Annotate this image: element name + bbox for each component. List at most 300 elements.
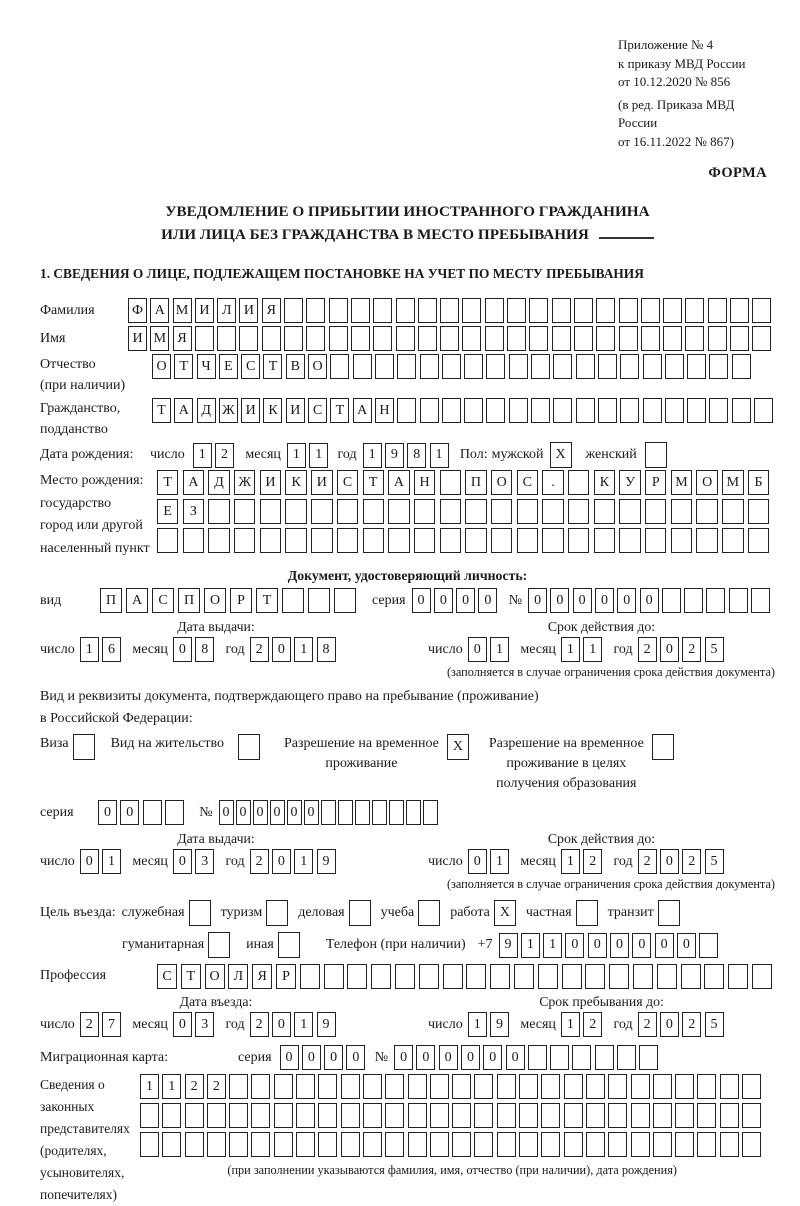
char-cell[interactable]: [321, 800, 336, 825]
char-cell[interactable]: 1: [162, 1074, 181, 1099]
char-cell[interactable]: [389, 800, 404, 825]
char-cell[interactable]: [372, 800, 387, 825]
char-cell[interactable]: [519, 1074, 538, 1099]
char-cell[interactable]: [351, 298, 370, 323]
char-cell[interactable]: [385, 1103, 404, 1128]
char-cell[interactable]: .: [542, 470, 563, 495]
stay-month-cells[interactable]: [561, 1012, 606, 1037]
birth-place-row1-cells[interactable]: [157, 470, 774, 495]
char-cell[interactable]: [491, 499, 512, 524]
char-cell[interactable]: [486, 398, 505, 423]
char-cell[interactable]: [541, 1103, 560, 1128]
char-cell[interactable]: [684, 588, 703, 613]
surname-cells[interactable]: [128, 298, 775, 323]
char-cell[interactable]: 0: [640, 588, 659, 613]
char-cell[interactable]: [675, 1132, 694, 1157]
char-cell[interactable]: [697, 1132, 716, 1157]
char-cell[interactable]: Ж: [234, 470, 255, 495]
char-cell[interactable]: [234, 528, 255, 553]
char-cell[interactable]: 0: [550, 588, 569, 613]
char-cell[interactable]: [274, 1074, 293, 1099]
char-cell[interactable]: [643, 354, 662, 379]
char-cell[interactable]: [608, 1103, 627, 1128]
char-cell[interactable]: [185, 1132, 204, 1157]
char-cell[interactable]: 0: [588, 933, 607, 958]
char-cell[interactable]: [318, 1132, 337, 1157]
phone-cells[interactable]: [499, 933, 722, 958]
char-cell[interactable]: 0: [173, 637, 192, 662]
char-cell[interactable]: [385, 1074, 404, 1099]
char-cell[interactable]: [462, 326, 481, 351]
char-cell[interactable]: 1: [561, 1012, 580, 1037]
citizenship-cells[interactable]: [152, 398, 776, 423]
char-cell[interactable]: [397, 354, 416, 379]
birth-place-row3-cells[interactable]: [157, 528, 774, 553]
char-cell[interactable]: [720, 1132, 739, 1157]
char-cell[interactable]: [519, 1132, 538, 1157]
char-cell[interactable]: [663, 298, 682, 323]
char-cell[interactable]: 0: [434, 588, 453, 613]
char-cell[interactable]: [514, 964, 534, 989]
char-cell[interactable]: К: [285, 470, 306, 495]
char-cell[interactable]: [306, 326, 325, 351]
char-cell[interactable]: 0: [478, 588, 497, 613]
char-cell[interactable]: 0: [173, 1012, 192, 1037]
char-cell[interactable]: [687, 398, 706, 423]
char-cell[interactable]: О: [204, 588, 226, 613]
char-cell[interactable]: 2: [250, 637, 269, 662]
char-cell[interactable]: 2: [207, 1074, 226, 1099]
char-cell[interactable]: О: [308, 354, 327, 379]
purpose-official-checkbox[interactable]: [189, 900, 211, 926]
char-cell[interactable]: [408, 1074, 427, 1099]
char-cell[interactable]: [572, 1045, 591, 1070]
char-cell[interactable]: [598, 398, 617, 423]
char-cell[interactable]: [373, 298, 392, 323]
entry-day-cells[interactable]: [80, 1012, 125, 1037]
purpose-humanitarian-checkbox[interactable]: [208, 932, 230, 958]
char-cell[interactable]: К: [594, 470, 615, 495]
char-cell[interactable]: [643, 398, 662, 423]
char-cell[interactable]: [497, 1074, 516, 1099]
char-cell[interactable]: И: [260, 470, 281, 495]
char-cell[interactable]: [697, 1103, 716, 1128]
issue-year-cells[interactable]: [250, 637, 339, 662]
purpose-tourism-checkbox[interactable]: [266, 900, 288, 926]
purpose-other-checkbox[interactable]: [278, 932, 300, 958]
char-cell[interactable]: [631, 1074, 650, 1099]
char-cell[interactable]: 2: [583, 1012, 602, 1037]
sex-male-checkbox[interactable]: [550, 442, 572, 468]
char-cell[interactable]: З: [183, 499, 204, 524]
char-cell[interactable]: [631, 1103, 650, 1128]
char-cell[interactable]: [355, 800, 370, 825]
char-cell[interactable]: [509, 398, 528, 423]
char-cell[interactable]: [274, 1132, 293, 1157]
purpose-transit-checkbox[interactable]: [658, 900, 680, 926]
char-cell[interactable]: [497, 1103, 516, 1128]
char-cell[interactable]: Р: [276, 964, 296, 989]
char-cell[interactable]: [552, 326, 571, 351]
char-cell[interactable]: [619, 499, 640, 524]
char-cell[interactable]: 1: [294, 1012, 313, 1037]
char-cell[interactable]: Я: [252, 964, 272, 989]
char-cell[interactable]: [363, 1103, 382, 1128]
char-cell[interactable]: [351, 326, 370, 351]
char-cell[interactable]: [608, 1132, 627, 1157]
char-cell[interactable]: Я: [262, 298, 281, 323]
char-cell[interactable]: А: [174, 398, 193, 423]
char-cell[interactable]: [282, 588, 304, 613]
char-cell[interactable]: Т: [263, 354, 282, 379]
char-cell[interactable]: 0: [120, 800, 139, 825]
char-cell[interactable]: [598, 354, 617, 379]
char-cell[interactable]: 7: [102, 1012, 121, 1037]
char-cell[interactable]: 1: [561, 637, 580, 662]
char-cell[interactable]: [742, 1074, 761, 1099]
char-cell[interactable]: 8: [407, 443, 426, 468]
char-cell[interactable]: [722, 499, 743, 524]
residence-number-cells[interactable]: [219, 800, 440, 825]
char-cell[interactable]: [418, 326, 437, 351]
entry-year-cells[interactable]: [250, 1012, 339, 1037]
char-cell[interactable]: Т: [157, 470, 178, 495]
doc-number-cells[interactable]: [528, 588, 773, 613]
char-cell[interactable]: С: [337, 470, 358, 495]
char-cell[interactable]: [538, 964, 558, 989]
char-cell[interactable]: [388, 528, 409, 553]
char-cell[interactable]: [363, 1132, 382, 1157]
char-cell[interactable]: [229, 1074, 248, 1099]
char-cell[interactable]: [396, 298, 415, 323]
char-cell[interactable]: 2: [250, 849, 269, 874]
char-cell[interactable]: [143, 800, 162, 825]
char-cell[interactable]: [528, 1045, 547, 1070]
char-cell[interactable]: 1: [430, 443, 449, 468]
char-cell[interactable]: 2: [638, 849, 657, 874]
doc-kind-cells[interactable]: [100, 588, 360, 613]
char-cell[interactable]: Т: [330, 398, 349, 423]
char-cell[interactable]: 2: [583, 849, 602, 874]
char-cell[interactable]: [653, 1103, 672, 1128]
given-name-cells[interactable]: [128, 326, 775, 351]
char-cell[interactable]: 0: [173, 849, 192, 874]
char-cell[interactable]: [550, 1045, 569, 1070]
char-cell[interactable]: [720, 1074, 739, 1099]
char-cell[interactable]: К: [263, 398, 282, 423]
stay-day-cells[interactable]: [468, 1012, 513, 1037]
char-cell[interactable]: 1: [521, 933, 540, 958]
representatives-row3-cells[interactable]: [140, 1132, 764, 1157]
char-cell[interactable]: А: [126, 588, 148, 613]
char-cell[interactable]: 0: [280, 1045, 299, 1070]
char-cell[interactable]: [266, 900, 288, 926]
char-cell[interactable]: А: [183, 470, 204, 495]
char-cell[interactable]: [645, 442, 667, 468]
representatives-row2-cells[interactable]: [140, 1103, 764, 1128]
char-cell[interactable]: И: [239, 298, 258, 323]
char-cell[interactable]: 0: [416, 1045, 435, 1070]
char-cell[interactable]: [665, 354, 684, 379]
profession-cells[interactable]: [157, 964, 776, 989]
char-cell[interactable]: 0: [272, 849, 291, 874]
char-cell[interactable]: 2: [682, 1012, 701, 1037]
char-cell[interactable]: Т: [152, 398, 171, 423]
char-cell[interactable]: О: [696, 470, 717, 495]
char-cell[interactable]: [162, 1103, 181, 1128]
char-cell[interactable]: [574, 298, 593, 323]
char-cell[interactable]: [452, 1074, 471, 1099]
char-cell[interactable]: [586, 1074, 605, 1099]
char-cell[interactable]: М: [150, 326, 169, 351]
char-cell[interactable]: [752, 298, 771, 323]
char-cell[interactable]: Л: [217, 298, 236, 323]
char-cell[interactable]: [742, 1132, 761, 1157]
char-cell[interactable]: 5: [705, 637, 724, 662]
char-cell[interactable]: [363, 528, 384, 553]
char-cell[interactable]: 0: [272, 637, 291, 662]
char-cell[interactable]: 0: [461, 1045, 480, 1070]
char-cell[interactable]: 8: [195, 637, 214, 662]
char-cell[interactable]: И: [195, 298, 214, 323]
residence-issue-day-cells[interactable]: [80, 849, 125, 874]
char-cell[interactable]: 1: [193, 443, 212, 468]
char-cell[interactable]: [442, 398, 461, 423]
char-cell[interactable]: [564, 1103, 583, 1128]
char-cell[interactable]: [440, 528, 461, 553]
char-cell[interactable]: X: [494, 900, 516, 926]
char-cell[interactable]: [620, 398, 639, 423]
char-cell[interactable]: [663, 326, 682, 351]
char-cell[interactable]: 0: [483, 1045, 502, 1070]
char-cell[interactable]: [375, 354, 394, 379]
char-cell[interactable]: С: [241, 354, 260, 379]
char-cell[interactable]: А: [150, 298, 169, 323]
char-cell[interactable]: [620, 354, 639, 379]
char-cell[interactable]: 2: [250, 1012, 269, 1037]
residence-issue-year-cells[interactable]: [250, 849, 339, 874]
char-cell[interactable]: [278, 932, 300, 958]
visa-checkbox[interactable]: [73, 734, 95, 760]
char-cell[interactable]: 1: [294, 637, 313, 662]
char-cell[interactable]: [373, 326, 392, 351]
char-cell[interactable]: 1: [294, 849, 313, 874]
sex-female-checkbox[interactable]: [645, 442, 667, 468]
char-cell[interactable]: Н: [375, 398, 394, 423]
doc-series-cells[interactable]: [412, 588, 501, 613]
char-cell[interactable]: 0: [219, 800, 234, 825]
char-cell[interactable]: 1: [140, 1074, 159, 1099]
char-cell[interactable]: [284, 326, 303, 351]
char-cell[interactable]: [324, 964, 344, 989]
char-cell[interactable]: [751, 588, 770, 613]
char-cell[interactable]: [553, 398, 572, 423]
char-cell[interactable]: [722, 528, 743, 553]
char-cell[interactable]: [329, 298, 348, 323]
char-cell[interactable]: [720, 1103, 739, 1128]
char-cell[interactable]: 0: [236, 800, 251, 825]
char-cell[interactable]: [308, 588, 330, 613]
char-cell[interactable]: И: [286, 398, 305, 423]
char-cell[interactable]: [341, 1132, 360, 1157]
char-cell[interactable]: Е: [219, 354, 238, 379]
char-cell[interactable]: 0: [660, 637, 679, 662]
issue-month-cells[interactable]: [173, 637, 218, 662]
char-cell[interactable]: [183, 528, 204, 553]
char-cell[interactable]: [296, 1132, 315, 1157]
char-cell[interactable]: [529, 326, 548, 351]
char-cell[interactable]: О: [205, 964, 225, 989]
char-cell[interactable]: [596, 326, 615, 351]
char-cell[interactable]: [748, 528, 769, 553]
char-cell[interactable]: 0: [98, 800, 117, 825]
char-cell[interactable]: Т: [363, 470, 384, 495]
char-cell[interactable]: [576, 354, 595, 379]
char-cell[interactable]: [704, 964, 724, 989]
char-cell[interactable]: [208, 932, 230, 958]
char-cell[interactable]: [619, 528, 640, 553]
char-cell[interactable]: [542, 499, 563, 524]
char-cell[interactable]: И: [128, 326, 147, 351]
char-cell[interactable]: И: [241, 398, 260, 423]
char-cell[interactable]: [709, 354, 728, 379]
char-cell[interactable]: Ж: [219, 398, 238, 423]
char-cell[interactable]: 0: [80, 849, 99, 874]
char-cell[interactable]: 1: [363, 443, 382, 468]
char-cell[interactable]: [311, 528, 332, 553]
char-cell[interactable]: С: [157, 964, 177, 989]
char-cell[interactable]: 0: [655, 933, 674, 958]
char-cell[interactable]: 0: [302, 1045, 321, 1070]
char-cell[interactable]: 2: [638, 637, 657, 662]
char-cell[interactable]: [430, 1074, 449, 1099]
char-cell[interactable]: [262, 326, 281, 351]
char-cell[interactable]: [285, 499, 306, 524]
char-cell[interactable]: X: [447, 734, 469, 760]
char-cell[interactable]: [330, 354, 349, 379]
char-cell[interactable]: 5: [705, 849, 724, 874]
char-cell[interactable]: [414, 528, 435, 553]
char-cell[interactable]: 0: [617, 588, 636, 613]
char-cell[interactable]: [497, 1132, 516, 1157]
char-cell[interactable]: [645, 528, 666, 553]
char-cell[interactable]: [452, 1103, 471, 1128]
char-cell[interactable]: [229, 1132, 248, 1157]
char-cell[interactable]: [596, 298, 615, 323]
char-cell[interactable]: Р: [230, 588, 252, 613]
char-cell[interactable]: [641, 298, 660, 323]
char-cell[interactable]: 0: [632, 933, 651, 958]
char-cell[interactable]: [329, 326, 348, 351]
char-cell[interactable]: [414, 499, 435, 524]
char-cell[interactable]: 0: [456, 588, 475, 613]
char-cell[interactable]: [464, 354, 483, 379]
char-cell[interactable]: 1: [80, 637, 99, 662]
char-cell[interactable]: [729, 588, 748, 613]
char-cell[interactable]: 1: [102, 849, 121, 874]
char-cell[interactable]: [519, 1103, 538, 1128]
stay-year-cells[interactable]: [638, 1012, 727, 1037]
char-cell[interactable]: 2: [682, 637, 701, 662]
char-cell[interactable]: [341, 1074, 360, 1099]
char-cell[interactable]: [311, 499, 332, 524]
char-cell[interactable]: [742, 1103, 761, 1128]
char-cell[interactable]: [594, 528, 615, 553]
char-cell[interactable]: [442, 354, 461, 379]
char-cell[interactable]: [708, 298, 727, 323]
char-cell[interactable]: [385, 1132, 404, 1157]
char-cell[interactable]: С: [517, 470, 538, 495]
char-cell[interactable]: М: [173, 298, 192, 323]
char-cell[interactable]: 0: [677, 933, 696, 958]
char-cell[interactable]: [234, 499, 255, 524]
char-cell[interactable]: 0: [394, 1045, 413, 1070]
char-cell[interactable]: [474, 1132, 493, 1157]
char-cell[interactable]: [541, 1132, 560, 1157]
char-cell[interactable]: [430, 1132, 449, 1157]
char-cell[interactable]: 0: [270, 800, 285, 825]
residence-permit-checkbox[interactable]: [238, 734, 260, 760]
char-cell[interactable]: [423, 800, 438, 825]
char-cell[interactable]: [652, 734, 674, 760]
char-cell[interactable]: [420, 398, 439, 423]
char-cell[interactable]: [337, 528, 358, 553]
char-cell[interactable]: [474, 1074, 493, 1099]
char-cell[interactable]: [363, 499, 384, 524]
char-cell[interactable]: 5: [705, 1012, 724, 1037]
char-cell[interactable]: [576, 900, 598, 926]
char-cell[interactable]: [140, 1132, 159, 1157]
char-cell[interactable]: [251, 1074, 270, 1099]
char-cell[interactable]: [619, 326, 638, 351]
char-cell[interactable]: У: [619, 470, 640, 495]
char-cell[interactable]: [73, 734, 95, 760]
char-cell[interactable]: 2: [682, 849, 701, 874]
char-cell[interactable]: [306, 298, 325, 323]
char-cell[interactable]: М: [722, 470, 743, 495]
char-cell[interactable]: [239, 326, 258, 351]
char-cell[interactable]: [165, 800, 184, 825]
char-cell[interactable]: [208, 528, 229, 553]
char-cell[interactable]: X: [550, 442, 572, 468]
char-cell[interactable]: 0: [253, 800, 268, 825]
purpose-study-checkbox[interactable]: [418, 900, 440, 926]
char-cell[interactable]: [507, 326, 526, 351]
char-cell[interactable]: 0: [506, 1045, 525, 1070]
representatives-row1-cells[interactable]: [140, 1074, 764, 1099]
char-cell[interactable]: [645, 499, 666, 524]
char-cell[interactable]: [699, 933, 718, 958]
char-cell[interactable]: [609, 964, 629, 989]
char-cell[interactable]: [440, 470, 461, 495]
char-cell[interactable]: [681, 964, 701, 989]
char-cell[interactable]: [452, 1132, 471, 1157]
char-cell[interactable]: 1: [561, 849, 580, 874]
char-cell[interactable]: [338, 800, 353, 825]
char-cell[interactable]: [657, 964, 677, 989]
temp-residence-education-checkbox[interactable]: [652, 734, 674, 760]
char-cell[interactable]: А: [388, 470, 409, 495]
char-cell[interactable]: [443, 964, 463, 989]
char-cell[interactable]: Б: [748, 470, 769, 495]
char-cell[interactable]: [687, 354, 706, 379]
valid-month-cells[interactable]: [561, 637, 606, 662]
char-cell[interactable]: [517, 528, 538, 553]
char-cell[interactable]: [752, 326, 771, 351]
char-cell[interactable]: 0: [439, 1045, 458, 1070]
char-cell[interactable]: [541, 1074, 560, 1099]
char-cell[interactable]: [653, 1132, 672, 1157]
